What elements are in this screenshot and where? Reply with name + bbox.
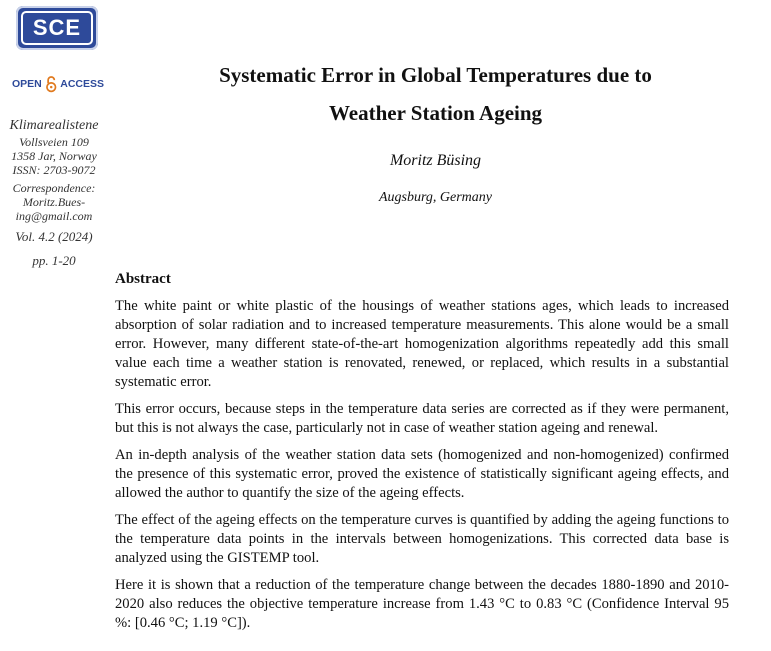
pages: pp. 1-20	[32, 253, 76, 268]
abstract-section	[115, 270, 729, 641]
correspondence-email-1: Moritz.Bues-	[22, 195, 86, 209]
author-name: Moritz Büsing	[389, 152, 482, 169]
journal-name: Klimarealistene	[9, 118, 99, 133]
issn: ISSN: 2703-9072	[12, 163, 96, 177]
open-access-lock-icon	[45, 73, 57, 95]
journal-sidebar	[0, 118, 108, 269]
open-access-right: ACCESS	[60, 78, 104, 90]
open-access-badge	[12, 70, 104, 98]
paper-title-line-1: Systematic Error in Global Temperatures due to	[219, 63, 652, 87]
abstract-paragraph-4: The effect of the ageing effects on the temperature curves is quantified by adding the ageing functions to the temperature data points in the intervals between homogenizations. This corrected data base is analyzed using the GISTEMP tool.	[115, 512, 729, 566]
paper-title	[150, 56, 721, 132]
abstract-paragraph-3: An in-depth analysis of the weather station data sets (homogenized and non-homogenized) confirmed the presence of this systematic error, proved the existence of statistically significant ageing effects, and allowed the author to quantify the size of the ageing effects.	[115, 447, 729, 501]
author-affiliation: Augsburg, Germany	[378, 190, 493, 205]
paper-title-line-2: Weather Station Ageing	[328, 101, 543, 125]
journal-logo-text: SCE	[21, 11, 93, 45]
correspondence-email-2: ing@gmail.com	[15, 209, 93, 223]
abstract-paragraph-5: Here it is shown that a reduction of the temperature change between the decades 1880-1890 and 2010-2020 also reduces the objective temperature increase from 1.43 °C to 0.83 °C (Confidence Interval 95 %: [0.46 °C; 1.19 °C]).	[115, 577, 729, 631]
volume: Vol. 4.2 (2024)	[15, 229, 93, 244]
abstract-paragraph-2: This error occurs, because steps in the temperature data series are corrected as if they were permanent, but this is not always the case, particularly not in case of weather station ageing and renewal.	[115, 401, 729, 436]
correspondence-label: Correspondence:	[12, 181, 96, 195]
address-line-2: 1358 Jar, Norway	[11, 149, 97, 163]
address-line-1: Vollsveien 109	[19, 135, 89, 149]
open-access-left: OPEN	[12, 78, 42, 90]
abstract-paragraph-1: The white paint or white plastic of the housings of weather stations ages, which leads to increased absorption of solar radiation and to increased temperature measurements. This alone would be a small error. However, many different state-of-the-art homogenization algorithms repeatedly add this small value each time a weather station is renovated, renewed, or replaced, which results in a substantial systematic error.	[115, 298, 729, 390]
journal-logo	[16, 6, 98, 50]
abstract-heading: Abstract	[115, 271, 171, 287]
